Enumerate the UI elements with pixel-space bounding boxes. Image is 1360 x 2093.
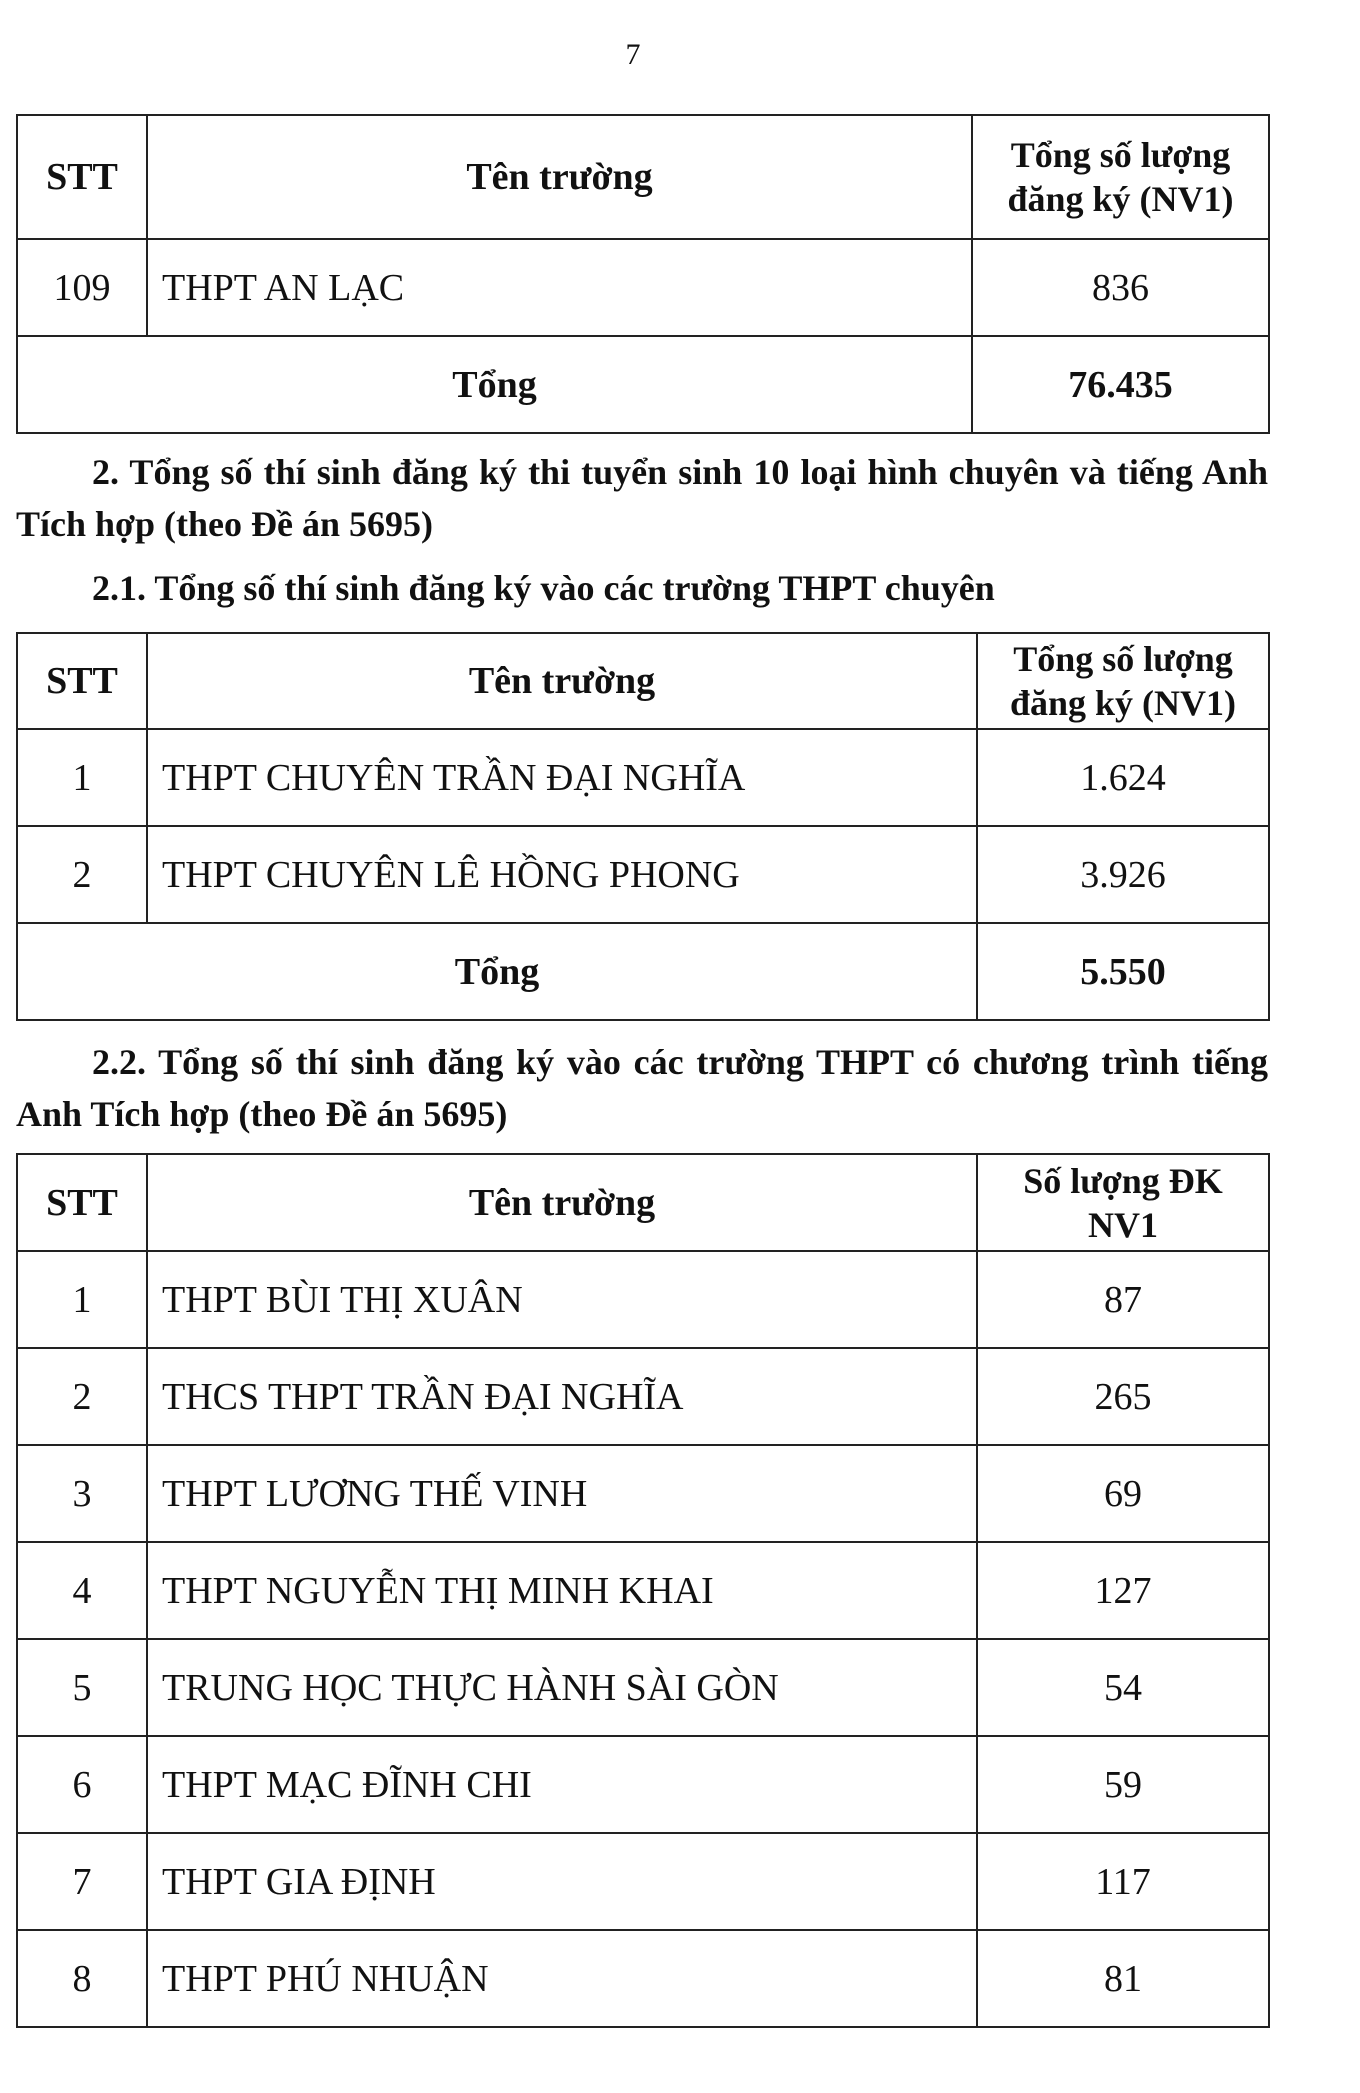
row-school-name: THPT AN LẠC [147,239,972,336]
page-number: 7 [625,38,641,71]
row-school-name: THPT BÙI THỊ XUÂN [147,1251,977,1348]
row-school-name: THPT NGUYỄN THỊ MINH KHAI [147,1542,977,1639]
total-value: 76.435 [972,336,1269,433]
row-school-name: TRUNG HỌC THỰC HÀNH SÀI GÒN [147,1639,977,1736]
row-registration-count: 69 [977,1445,1269,1542]
table-row [17,1930,1269,2027]
row-stt: 8 [17,1930,147,2027]
table-row [17,1251,1269,1348]
row-registration-count: 87 [977,1251,1269,1348]
row-registration-count: 265 [977,1348,1269,1445]
row-registration-count: 81 [977,1930,1269,2027]
header-registration-count: Tổng số lượng đăng ký (NV1) [977,633,1269,729]
row-registration-count: 1.624 [977,729,1269,826]
row-registration-count: 59 [977,1736,1269,1833]
row-school-name: THPT LƯƠNG THẾ VINH [147,1445,977,1542]
row-school-name: THPT CHUYÊN LÊ HỒNG PHONG [147,826,977,923]
row-school-name: THPT GIA ĐỊNH [147,1833,977,1930]
header-stt: STT [17,115,147,239]
row-stt: 6 [17,1736,147,1833]
table-header-row [17,1154,1269,1251]
row-school-name: THCS THPT TRẦN ĐẠI NGHĨA [147,1348,977,1445]
section-2-1-heading: 2.1. Tổng số thí sinh đăng ký vào các trường THPT chuyên [92,568,995,608]
header-registration-count: Tổng số lượng đăng ký (NV1) [972,115,1269,239]
table-row [17,1542,1269,1639]
row-stt: 1 [17,729,147,826]
row-stt: 7 [17,1833,147,1930]
table-header-row [17,115,1269,239]
row-stt: 109 [17,239,147,336]
total-value: 5.550 [977,923,1269,1020]
total-label: Tổng [17,923,977,1020]
table-row [17,1445,1269,1542]
row-school-name: THPT PHÚ NHUẬN [147,1930,977,2027]
table-row [17,826,1269,923]
table-row [17,1639,1269,1736]
section-2-2-heading: 2.2. Tổng số thí sinh đăng ký vào các trường THPT có chương trình tiếng Anh Tích hợp (theo Đề án 5695) [16,1042,1268,1134]
table-row [17,239,1269,336]
header-stt: STT [17,633,147,729]
row-school-name: THPT MẠC ĐĨNH CHI [147,1736,977,1833]
header-school-name: Tên trường [147,115,972,239]
row-registration-count: 54 [977,1639,1269,1736]
registration-table-general [16,114,1270,434]
registration-table-integrated-english [16,1153,1270,2028]
total-label: Tổng [17,336,972,433]
total-row [17,923,1269,1020]
row-stt: 2 [17,1348,147,1445]
header-school-name: Tên trường [147,633,977,729]
registration-table-specialized [16,632,1270,1021]
row-registration-count: 3.926 [977,826,1269,923]
header-stt: STT [17,1154,147,1251]
table-header-row [17,633,1269,729]
row-stt: 3 [17,1445,147,1542]
row-registration-count: 836 [972,239,1269,336]
row-stt: 2 [17,826,147,923]
row-stt: 4 [17,1542,147,1639]
row-registration-count: 117 [977,1833,1269,1930]
header-school-name: Tên trường [147,1154,977,1251]
row-registration-count: 127 [977,1542,1269,1639]
table-row [17,1348,1269,1445]
table-row [17,1736,1269,1833]
table-row [17,729,1269,826]
row-stt: 5 [17,1639,147,1736]
table-row [17,1833,1269,1930]
header-registration-count: Số lượng ĐK NV1 [977,1154,1269,1251]
row-stt: 1 [17,1251,147,1348]
total-row [17,336,1269,433]
row-school-name: THPT CHUYÊN TRẦN ĐẠI NGHĨA [147,729,977,826]
section-2-heading: 2. Tổng số thí sinh đăng ký thi tuyển sinh 10 loại hình chuyên và tiếng Anh Tích hợp (theo Đề án 5695) [16,452,1268,544]
